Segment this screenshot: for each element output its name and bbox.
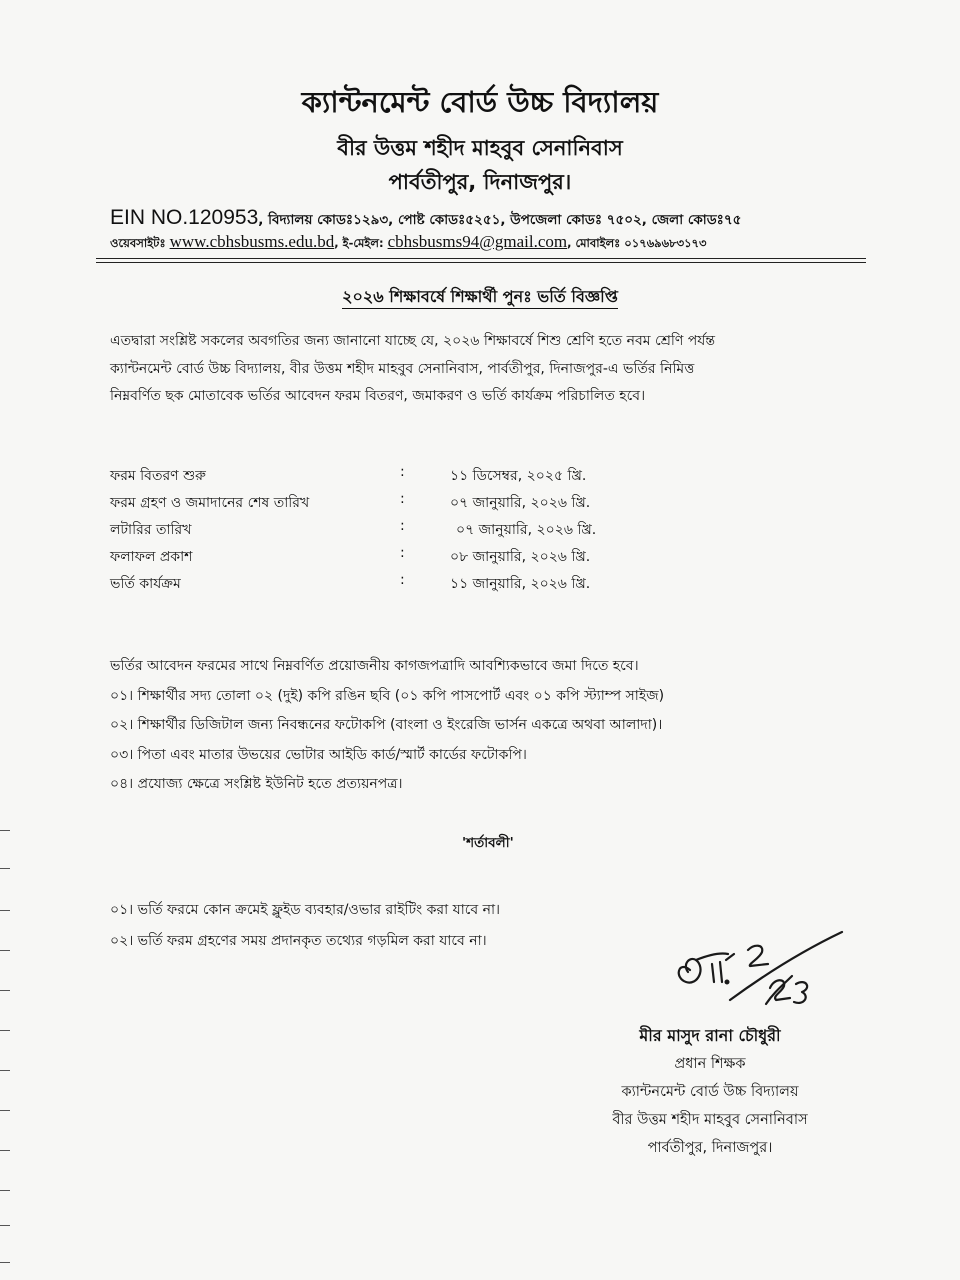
schedule-label: ফলাফল প্রকাশ [110,549,193,565]
ein-line [110,206,870,232]
schedule-label: ফরম বিতরণ শুরু [110,468,206,484]
margin-mark [0,1070,10,1071]
schedule-label: ফরম গ্রহণ ও জমাদানের শেষ তারিখ [110,495,310,511]
schedule-colon: : [400,545,405,561]
email-label: , ই-মেইল: [334,236,384,250]
document-item: ০৩। পিতা এবং মাতার উভয়ের ভোটার আইডি কার্ড/স্মার্ট কার্ডের ফটোকপি। [110,746,527,763]
schedule-date: ০৭ জানুয়ারি, ২০২৬ খ্রি. [450,495,591,511]
condition-item: ০১। ভর্তি ফরমে কোন ক্রমেই ফ্লুইড ব্যবহার/ওভার রাইটিং করা যাবে না। [110,902,501,918]
margin-mark [0,950,10,951]
margin-mark [0,1225,10,1226]
schedule-date: ০৮ জানুয়ারি, ২০২৬ খ্রি. [450,549,591,565]
notice-title: ২০২৬ শিক্ষাবর্ষে শিক্ষার্থী পুনঃ ভর্তি বিজ্ঞপ্তি [0,284,960,311]
margin-mark [0,1190,10,1191]
mobile-number: , মোবাইলঃ ০১৭৬৯৬৮৩১৭৩ [567,236,707,250]
paragraph-line: ক্যান্টনমেন্ট বোর্ড উচ্চ বিদ্যালয়, বীর উত্তম শহীদ মাহবুব সেনানিবাস, পার্বতীপুর, দিনাজপুর-এ ভর্তির নিমিত্ত [110,360,695,377]
margin-mark [0,1110,10,1111]
condition-item: ০২। ভর্তি ফরম গ্রহণের সময় প্রদানকৃত তথ্যের গড়মিল করা যাবে না। [110,933,487,949]
document-item: ০২। শিক্ষার্থীর ডিজিটাল জন্য নিবন্ধনের ফটোকপি (বাংলা ও ইংরেজি ভার্সন একত্রে অথবা আলাদা)। [110,717,663,733]
header-divider-1 [96,258,866,259]
email-link[interactable]: cbhsbusms94@gmail.com [387,232,568,251]
signatory-school: ক্যান্টনমেন্ট বোর্ড উচ্চ বিদ্যালয় [621,1084,799,1100]
document-item: ০৪। প্রযোজ্য ক্ষেত্রে সংশ্লিষ্ট ইউনিট হতে প্রত্যয়নপত্র। [110,776,403,792]
header-divider-2 [96,262,866,263]
school-location: পার্বতীপুর, দিনাজপুর। [388,170,572,194]
margin-mark [0,830,10,831]
schedule-label: ভর্তি কার্যক্রম [110,576,181,592]
signatory-cantonment: বীর উত্তম শহীদ মাহবুব সেনানিবাস [612,1112,808,1128]
margin-mark [0,990,10,991]
conditions-list [110,895,500,957]
school-codes: , বিদ্যালয় কোডঃ১২৯৩, পোষ্ট কোডঃ৫২৫১, উপজেলা কোডঃ ৭৫০২, জেলা কোডঃ৭৫ [258,212,742,228]
website-link[interactable]: www.cbhsbusms.edu.bd [169,232,335,251]
paragraph-line: এতদ্বারা সংশ্লিষ্ট সকলের অবগতির জন্য জানানো যাচ্ছে যে, ২০২৬ শিক্ষাবর্ষে শিশু শ্রেণি হতে নবম শ্রেণি পর্যন্ত [110,333,716,349]
schedule-colon: : [400,572,405,588]
signatory-name: মীর মাসুদ রানা চৌধুরী [639,1026,781,1045]
signatory-location: পার্বতীপুর, দিনাজপুর। [647,1140,773,1156]
schedule-date: ০৭ জানুয়ারি, ২০২৬ খ্রি. [456,522,597,538]
schedule-colon: : [400,491,405,507]
paragraph-line: নিম্নবর্ণিত ছক মোতাবেক ভর্তির আবেদন ফরম বিতরণ, জমাকরণ ও ভর্তি কার্যক্রম পরিচালিত হবে। [110,388,646,404]
school-name: ক্যান্টনমেন্ট বোর্ড উচ্চ বিদ্যালয় [301,85,659,119]
schedule-colon: : [400,518,405,534]
schedule-date: ১১ জানুয়ারি, ২০২৬ খ্রি. [450,576,591,592]
margin-mark [0,868,10,869]
notice-paragraph [110,328,870,411]
cantonment-name: বীর উত্তম শহীদ মাহবুব সেনানিবাস [337,136,623,160]
documents-intro: ভর্তির আবেদন ফরমের সাথে নিম্নবর্ণিত প্রয়োজনীয় কাগজপত্রাদি আবশ্যিকভাবে জমা দিতে হবে। [110,658,639,674]
margin-mark [0,1262,10,1263]
ein-number: EIN NO.120953 [110,206,259,229]
margin-mark [0,1030,10,1031]
margin-mark [0,1150,10,1151]
conditions-title: 'শর্তাবলী' [462,835,514,851]
handwritten-signature [660,930,860,1020]
schedule-date: ১১ ডিসেম্বর, ২০২৫ খ্রি. [450,468,587,484]
margin-mark [0,910,10,911]
schedule-label: লটারির তারিখ [110,522,192,538]
website-label: ওয়েবসাইটঃ [110,236,166,250]
signatory-block [560,1022,860,1162]
document-item: ০১। শিক্ষার্থীর সদ্য তোলা ০২ (দুই) কপি রঙিন ছবি (০১ কপি পাসপোর্ট এবং ০১ কপি স্ট্যাম্প সাইজ) [110,687,665,704]
schedule-colon: : [400,464,405,480]
required-documents [110,652,664,800]
contact-line [110,232,870,254]
signatory-designation: প্রধান শিক্ষক [674,1056,746,1072]
